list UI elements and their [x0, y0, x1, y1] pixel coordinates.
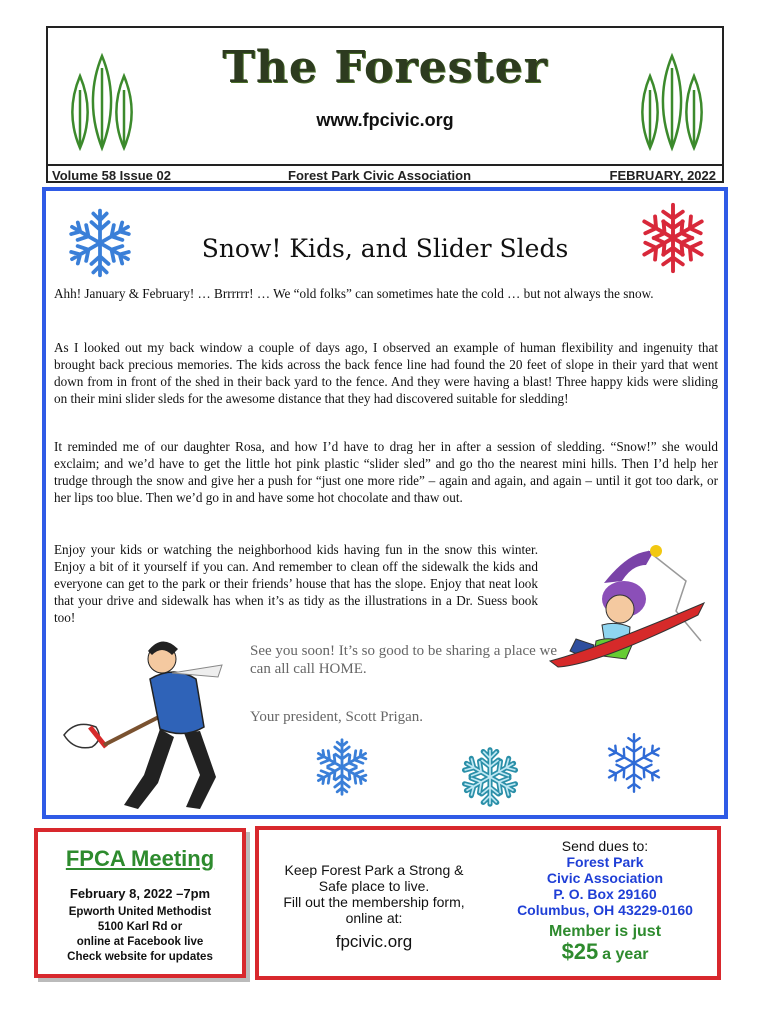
membership-text-line: Safe place to live. [318, 878, 430, 894]
membership-box [255, 826, 721, 980]
issue-date: FEBRUARY, 2022 [609, 168, 716, 183]
newsletter-title: The Forester [222, 42, 548, 93]
price-period: a year [602, 946, 649, 963]
member-label: Member is just [548, 923, 662, 940]
article-paragraph: As I looked out my back window a couple of days ago, I observed an example of human flexibility and ingenuity that brought back precious memories. The kids across the back fence line had found the 20 feet of slope in their yard that went down from in front of the shed in their back yard to the fence. And they were having a blast! Three happy kids were sliding on their mini slider sleds for the awesome distance that they had discovered suitable for sledding! [54, 340, 718, 406]
dues-label: Send dues to: [561, 838, 649, 854]
association-name: Forest Park Civic Association [288, 168, 472, 183]
membership-text-line: Fill out the membership form, [283, 894, 465, 910]
meeting-date: February 8, 2022 –7pm [69, 886, 211, 901]
closing-remark: See you soon! It’s so good to be sharing a place we can all call HOME. [250, 643, 558, 677]
volume-issue: Volume 58 Issue 02 [52, 168, 171, 183]
issue-info-bar [48, 164, 722, 183]
snowflake-icon [310, 735, 374, 799]
membership-text-line: online at: [345, 910, 403, 926]
sledding-kid-illustration [536, 541, 706, 671]
dues-address-line: Columbus, OH 43229-0160 [517, 902, 693, 918]
article-paragraph: It reminded me of our daughter Rosa, and how I’d have to drag her in after a session of sledding. “Snow!” she would exclaim; and we’d have to get the little hot pink plastic “slider sled” and go tho the nearest mini hills. Then I’d help her trudge through the snow and give her a push for “just one more ride” – again and again, and again – until it got too dark, or her lips too blue. Then we’d go in and have some hot chocolate and thaw out. [54, 439, 718, 505]
meeting-location-line: Epworth United Methodist [68, 906, 212, 918]
article-paragraph: Ahh! January & February! … Brrrrrr! … We “old folks” can sometimes hate the cold … but not always the snow. [54, 286, 654, 301]
article-frame [42, 187, 728, 819]
article-headline: Snow! Kids, and Slider Sleds [201, 234, 569, 263]
snowflake-icon [456, 743, 524, 811]
dues-address-line: Forest Park [566, 854, 644, 870]
membership-website-link[interactable]: fpcivic.org [335, 932, 413, 951]
meeting-box [34, 828, 246, 978]
member-price [485, 939, 725, 964]
signature: Your president, Scott Prigan. [250, 709, 424, 725]
article-paragraph: Enjoy your kids or watching the neighborhood kids having fun in the snow this winter. Enjoy a bit of it yourself if you can. And remember to clean off the sidewalk the kids and everyone can get to the park or their friends’ house that has the slope. Enjoy that neat look that your drive and sidewalk has when it’s as tidy as the illustrations in a Dr. Suess book too! [54, 542, 538, 625]
membership-text-line: Keep Forest Park a Strong & [284, 862, 464, 878]
shoveling-man-illustration [54, 635, 254, 815]
dues-address-line: P. O. Box 29160 [553, 886, 657, 902]
meeting-heading: FPCA Meeting [65, 846, 215, 871]
price-amount: $25 [561, 939, 599, 964]
meeting-location-line: Check website for updates [67, 951, 213, 963]
meeting-location-line: 5100 Karl Rd or [97, 921, 183, 933]
dues-address-line: Civic Association [546, 870, 664, 886]
masthead [46, 26, 724, 183]
website-url[interactable]: www.fpcivic.org [316, 110, 454, 130]
snowflake-icon [602, 731, 666, 795]
meeting-location-line: online at Facebook live [76, 936, 204, 948]
